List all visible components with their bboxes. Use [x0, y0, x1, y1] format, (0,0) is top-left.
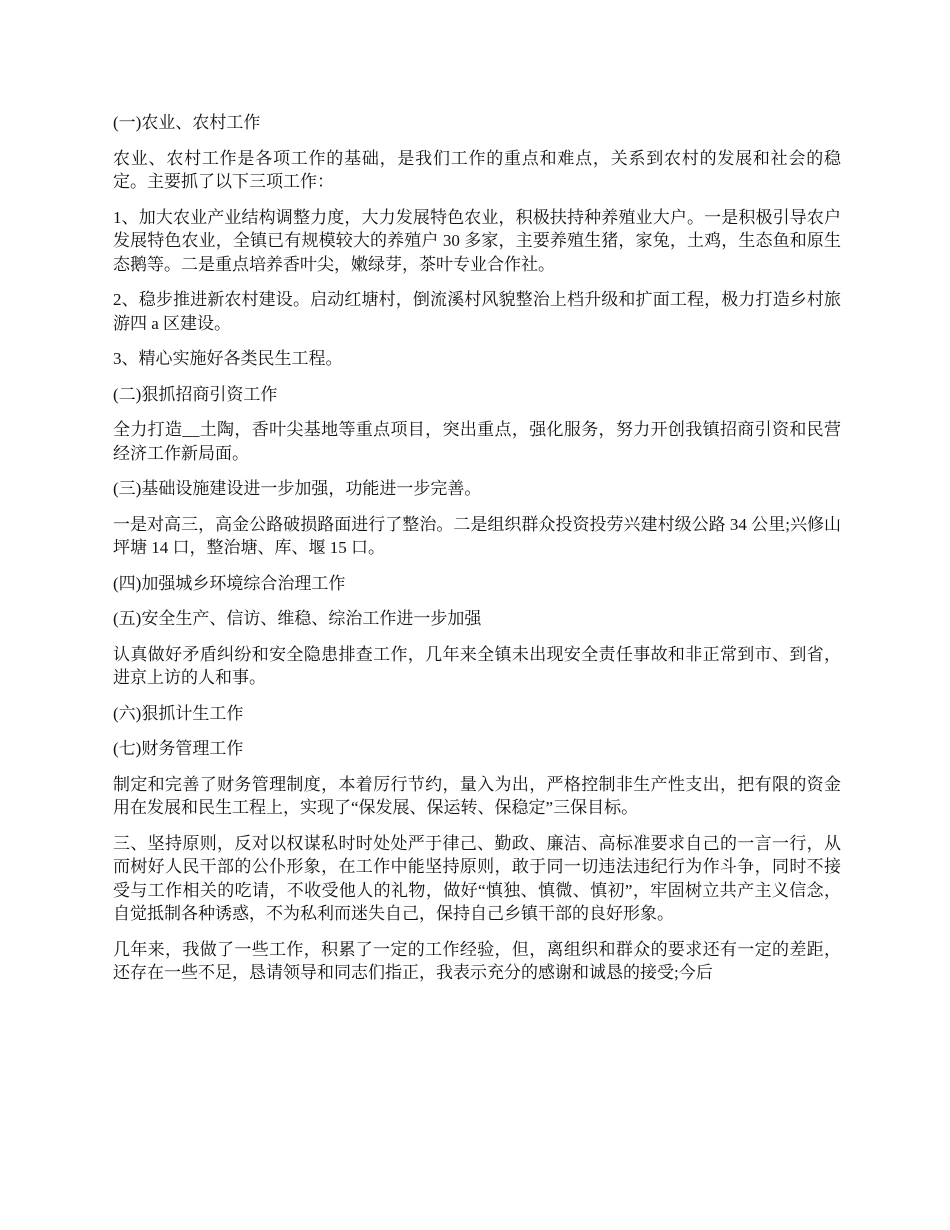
section-heading-safety: (五)安全生产、信访、维稳、综治工作进一步加强 — [113, 609, 482, 628]
paragraph-investment: 全力打造__土陶，香叶尖基地等重点项目，突出重点，强化服务，努力开创我镇招商引资和民营经济工作新局面。 — [113, 420, 841, 463]
section-heading-environment: (四)加强城乡环境综合治理工作 — [113, 573, 346, 593]
paragraph-principles: 三、坚持原则，反对以权谋私时时处处严于律己、勤政、廉洁、高标准要求自己的一言一行，从而树好人民干部的公仆形象，在工作中能坚持原则，敢于同一切违法违纪行为作斗争，同时不接受与工作相关的吃请，不收受他人的礼物，做好“慎独、慎微、慎初”，牢固树立共产主义信念，自觉抵制各种诱惑，不为私利而迷失自己，保持自己乡镇干部的良好形象。 — [113, 833, 841, 923]
paragraph-agriculture-item-1: 1、加大农业产业结构调整力度，大力发展特色农业，积极扶持种养殖业大户。一是积极引导农户发展特色农业，全镇已有规模较大的养殖户 30 多家，主要养殖生猪，家兔，土鸡，生态鱼和原生态鹅等。二是重点培养香叶尖，嫩绿芽，茶叶专业合作社。 — [113, 207, 841, 274]
paragraph-infrastructure: 一是对高三，高金公路破损路面进行了整治。二是组织群众投资投劳兴建村级公路 34 公里;兴修山坪塘 14 口，整治塘、库、堰 15 口。 — [113, 514, 841, 557]
section-heading-agriculture: (一)农业、农村工作 — [113, 113, 261, 132]
paragraph-conclusion: 几年来，我做了一些工作，积累了一定的工作经验，但，离组织和群众的要求还有一定的差距，还存在一些不足，恳请领导和同志们指正，我表示充分的感谢和诚恳的接受;今后 — [113, 939, 841, 982]
section-heading-family-planning: (六)狠抓计生工作 — [113, 703, 244, 723]
paragraph-agriculture-item-2: 2、稳步推进新农村建设。启动红塘村，倒流溪村风貌整治上档升级和扩面工程，极力打造乡村旅游四 a 区建设。 — [113, 290, 841, 333]
paragraph-safety: 认真做好矛盾纠纷和安全隐患排查工作，几年来全镇未出现安全责任事故和非正常到市、到省，进京上访的人和事。 — [113, 644, 841, 687]
section-heading-investment: (二)狠抓招商引资工作 — [113, 384, 278, 404]
paragraph-agriculture-intro: 农业、农村工作是各项工作的基础，是我们工作的重点和难点，关系到农村的发展和社会的稳定。主要抓了以下三项工作： — [113, 148, 841, 191]
document-page — [113, 111, 841, 997]
paragraph-finance: 制定和完善了财务管理制度，本着厉行节约，量入为出，严格控制非生产性支出，把有限的资金用在发展和民生工程上，实现了“保发展、保运转、保稳定”三保目标。 — [113, 774, 841, 817]
section-heading-infrastructure: (三)基础设施建设进一步加强，功能进一步完善。 — [113, 479, 482, 498]
section-heading-finance: (七)财务管理工作 — [113, 739, 244, 758]
paragraph-agriculture-item-3: 3、精心实施好各类民生工程。 — [113, 349, 343, 368]
